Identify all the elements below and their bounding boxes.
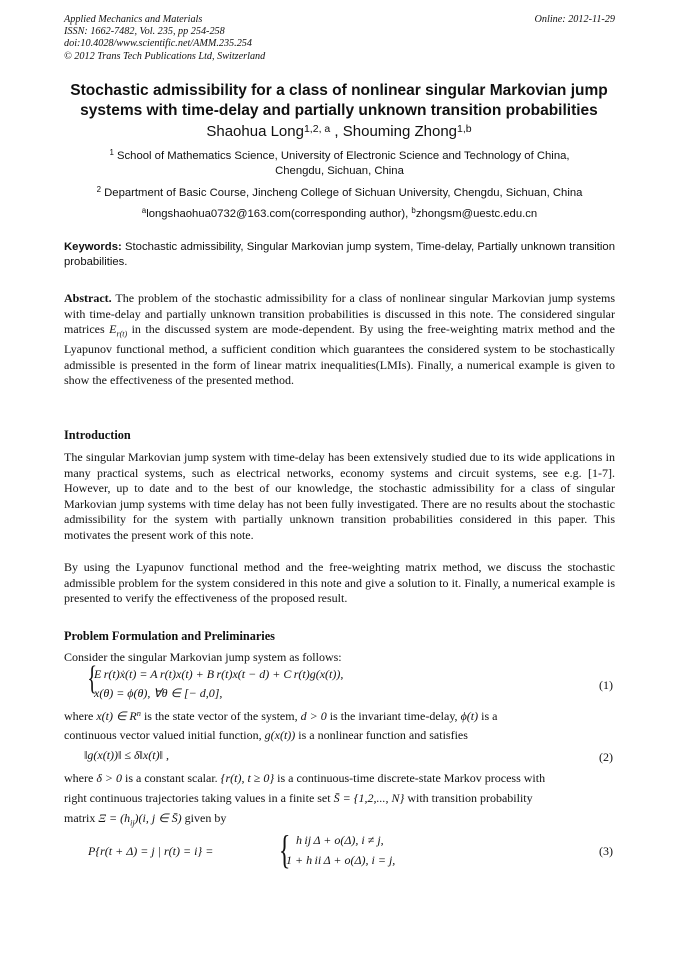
abstract-text-2: in the discussed system are mode-dependent. By using the free-weighting matrix method and the Lyapunov functional method, a sufficient condition which guarantees the considered system to be stochastically admissible is presented in the form of linear matrix inequalities(LMIs). Finally, a numerical example is given to show the effectiveness of the presented method. [64, 322, 615, 388]
abstract-text-1: The problem of the stochastic admissibility for a class of nonlinear singular Markovian jump systems with time-delay and partially unknown transition probabilities is discussed in this note. The considered singular matrices [64, 291, 615, 337]
introduction-paragraph-2: By using the Lyapunov functional method and the free-weighting matrix method, we discuss the stochastic admissible problem for the system considered in this note and give a solution to it. Finally, a numerical example is presented to verify the effectiveness of the proposed result. [64, 560, 615, 606]
where4-b: S̄ = {1,2,..., N} [333, 791, 405, 805]
introduction-paragraph-1: The singular Markovian jump system with time-delay has been extensively studied due to its wide applications in many practical systems, such as electrical networks, economy systems and circuit systems, see e.g. [1-7]. However, up to date and to the best of our knowledge, the stochastic admissibility for a class of singular Markovian jump systems with time delay has not been fully investigated. There are no results about the stochastic admissibility for the system with partially unknown transition probabilities considered in this paper. This motivates the present work of this note. [64, 450, 615, 542]
doi: doi:10.4028/www.scientific.net/AMM.235.254 [64, 38, 252, 50]
where2-c: is a nonlinear function and satisfies [298, 728, 468, 742]
equation-2: ‖g(x(t))‖ ≤ δ‖x(t)‖ , [84, 748, 169, 762]
where3-d: {r(t), t ≥ 0} [220, 771, 275, 785]
abstract-math-sub: r(t) [116, 329, 128, 339]
aff-1-line2: Chengdu, Sichuan, China [275, 165, 404, 177]
equation-3-number: (3) [599, 844, 613, 858]
abstract-label: Abstract. [64, 291, 112, 305]
problem-heading: Problem Formulation and Preliminaries [64, 629, 275, 643]
authors [40, 123, 638, 140]
author-separator: , [330, 123, 343, 140]
where-line-5 [64, 811, 615, 831]
where3-c: is a constant scalar. [122, 771, 221, 785]
aff-2-num: 2 [96, 185, 101, 194]
author-2-sup: 1,b [457, 123, 472, 135]
affiliation-2 [64, 186, 615, 201]
where3-b: δ > 0 [96, 771, 123, 785]
email-a-sup: a [141, 206, 147, 215]
keywords [64, 240, 615, 270]
issn: ISSN: 1662-7482, Vol. 235, pp 254-258 [64, 26, 225, 38]
where-line-2 [64, 728, 615, 744]
keywords-label: Keywords: [64, 241, 122, 253]
problem-intro: Consider the singular Markovian jump system as follows: [64, 650, 342, 664]
emails [64, 207, 615, 222]
where-line-4 [64, 791, 615, 807]
where1-e: d > 0 [297, 709, 330, 723]
where1-f: is the invariant time-delay, [329, 709, 458, 723]
online-date: Online: 2012-11-29 [534, 14, 615, 25]
paper-title: Stochastic admissibility for a class of nonlinear singular Markovian jump systems with time-delay and partially unknown transition probabilities [70, 82, 608, 119]
email-1: longshaohua0732@163.com(corresponding author), [146, 208, 412, 220]
where1-b: x(t) ∈ R [96, 709, 137, 723]
equation-3-lhs: P{r(t + Δ) = j | r(t) = i} = [88, 844, 214, 858]
abstract-math: E [109, 322, 117, 337]
affiliation-1 [64, 149, 615, 179]
where5-b: Ξ = (h [98, 811, 131, 825]
where5-d: )(i, j ∈ S̄) [134, 811, 182, 825]
where1-g: ϕ(t) [457, 709, 482, 723]
equation-3-brace: { [278, 827, 291, 872]
equation-3-case-1: h ij Δ + o(Δ), i ≠ j, [296, 833, 384, 847]
where-line-1 [64, 709, 615, 725]
where1-a: where [64, 709, 97, 723]
equation-1-line2: x(θ) = ϕ(θ), ∀θ ∈ [− d,0], [94, 686, 223, 700]
where5-a: matrix [64, 811, 99, 825]
where3-a: where [64, 771, 97, 785]
email-2: zhongsm@uestc.edu.cn [415, 208, 538, 220]
where1-h: is a [481, 709, 498, 723]
where5-c: ij [130, 818, 135, 828]
keywords-text: Stochastic admissibility, Singular Markovian jump system, Time-delay, Partially unknown transition probabilities. [64, 241, 615, 268]
equation-1-number: (1) [599, 678, 613, 692]
aff-1-num: 1 [109, 148, 114, 157]
where2-b: g(x(t)) [261, 728, 299, 742]
equation-3-case-2: 1 + h ii Δ + o(Δ), i = j, [286, 853, 396, 867]
where1-d: is the state vector of the system, [140, 709, 298, 723]
equation-1-brace: { [87, 660, 98, 697]
where4-c: with transition probability [404, 791, 533, 805]
aff-1-line1: School of Mathematics Science, University of Electronic Science and Technology of China, [117, 150, 570, 162]
introduction-heading: Introduction [64, 428, 131, 442]
where4-a: right continuous trajectories taking values in a finite set [64, 791, 334, 805]
aff-2-text: Department of Basic Course, Jincheng College of Sichuan University, Chengdu, Sichuan, China [104, 187, 583, 199]
equation-2-number: (2) [599, 750, 613, 764]
author-2: Shouming Zhong [342, 123, 458, 140]
abstract [64, 291, 615, 389]
where3-e: is a continuous-time discrete-state Markov process with [274, 771, 546, 785]
where2-a: continuous vector valued initial function, [64, 728, 262, 742]
where1-c: n [136, 709, 141, 718]
where-line-3 [64, 771, 615, 787]
copyright: © 2012 Trans Tech Publications Ltd, Switzerland [64, 50, 266, 62]
equation-1-line1: E r(t)ẋ(t) = A r(t)x(t) + B r(t)x(t − d) + C r(t)g(x(t)), [94, 667, 344, 681]
journal-name: Applied Mechanics and Materials [64, 14, 203, 25]
email-b-sup: b [411, 206, 416, 215]
journal-header [64, 14, 615, 63]
author-1: Shaohua Long [206, 123, 304, 140]
author-1-sup: 1,2, a [303, 123, 331, 135]
where5-e: given by [181, 811, 227, 825]
